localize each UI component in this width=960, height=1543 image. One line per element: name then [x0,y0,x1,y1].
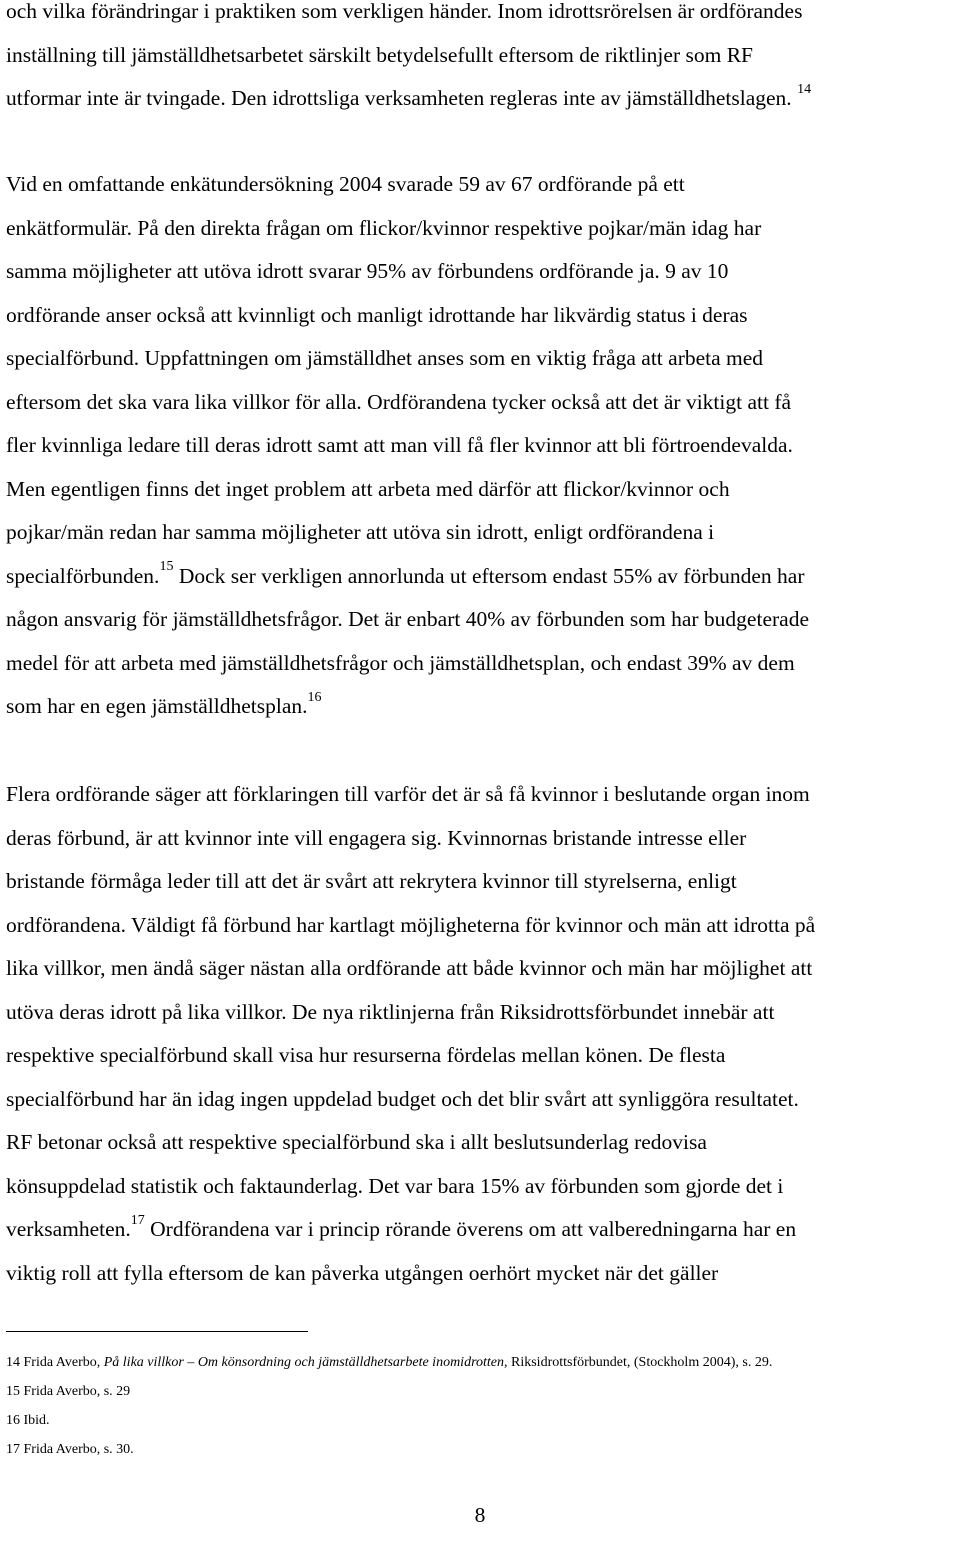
text-line: respektive specialförbund skall visa hur resurserna fördelas mellan könen. De flesta [6,1043,726,1067]
text-line [6,1208,815,1252]
text-line: specialförbund har än idag ingen uppdelad budget och det blir svårt att synliggöra resultatet. [6,1086,799,1111]
text-line: utöva deras idrott på lika villkor. De nya riktlinjerna från Riksidrottsförbundet innebär att [6,999,775,1024]
text-line: fler kvinnliga ledare till deras idrott samt att man vill få fler kvinnor att bli förtroendevalda. [6,433,793,457]
text-line: Vid en omfattande enkätundersökning 2004 svarade 59 av 67 ordförande på ett [6,172,685,196]
text-line: samma möjligheter att utöva idrott svarar 95% av förbundens ordförande ja. 9 av 10 [6,259,729,283]
footnote-text: , Riksidrottsförbundet, (Stockholm 2004), s. 29. [504,1355,773,1370]
text-line: viktig roll att fylla eftersom de kan påverka utgången oerhört mycket när det gäller [6,1260,719,1285]
text-line: någon ansvarig för jämställdhetsfrågor. Det är enbart 40% av förbunden som har budgeterade [6,607,809,631]
text-line: inställning till jämställdhetsarbetet särskilt betydelsefullt eftersom de riktlinjer som RF [6,42,753,67]
paragraph-1 [6,0,811,121]
text-line: enkätformulär. På den direkta frågan om flickor/kvinnor respektive pojkar/män idag har [6,215,762,240]
text-line: och vilka förändringar i praktiken som verkligen händer. Inom idrottsrörelsen är ordförandes [6,0,803,23]
text-line: könsuppdelad statistik och faktaunderlag. Det var bara 15% av förbunden som gjorde det i [6,1173,784,1198]
footnote-17: 17 Frida Averbo, s. 30. [6,1442,134,1457]
page-number: 8 [474,1503,486,1527]
text-line: ordförandena. Väldigt få förbund har kartlagt möjligheterna för kvinnor och män att idrotta på [6,912,816,937]
text-segment: Ordförandena var i princip rörande överens om att valberedningarna har en [150,1217,797,1241]
text-line: pojkar/män redan har samma möjligheter att utöva sin idrott, enligt ordförandena i [6,520,715,544]
text-line: bristande förmåga leder till att det är svårt att rekrytera kvinnor till styrelserna, enligt [6,869,737,893]
footnote-text: 14 Frida Averbo, [6,1355,104,1370]
text-line: RF betonar också att respektive specialförbund ska i allt beslutsunderlag redovisa [6,1130,707,1154]
footnote-15: 15 Frida Averbo, s. 29 [6,1384,131,1399]
footnote-ref-14[interactable]: 14 [797,81,812,97]
text-line: eftersom det ska vara lika villkor för alla. Ordförandena tycker också att det är viktigt att få [6,389,792,414]
text-line [6,685,809,729]
text-segment: specialförbunden. [6,563,160,588]
text-segment: som har en egen jämställdhetsplan. [6,694,308,718]
text-segment: Dock ser verkligen annorlunda ut eftersom endast 55% av förbunden har [178,563,805,588]
text-line: medel för att arbeta med jämställdhetsfrågor och jämställdhetsplan, och endast 39% av dem [6,650,795,675]
footnote-16: 16 Ibid. [6,1413,50,1428]
paragraph-2 [6,163,809,729]
text-line [6,77,811,121]
footnote-title: På lika villkor – Om könsordning och jämställdhetsarbete inomidrotten [103,1355,504,1370]
paragraph-3 [6,773,815,1295]
text-line: ordförande anser också att kvinnligt och manligt idrottande har likvärdig status i deras [6,302,748,327]
text-line: specialförbund. Uppfattningen om jämställdhet anses som en viktig fråga att arbeta med [6,346,764,370]
text-line: Flera ordförande säger att förklaringen till varför det är så få kvinnor i beslutande organ inom [6,782,810,806]
text-line: lika villkor, men ändå säger nästan alla ordförande att både kvinnor och män har möjlighet att [6,956,813,980]
text-line: Men egentligen finns det inget problem att arbeta med därför att flickor/kvinnor och [6,476,730,501]
footnote-ref-15[interactable]: 15 [159,559,174,575]
footnote-ref-17[interactable]: 17 [130,1212,145,1228]
footnotes [6,1348,772,1464]
text-segment: verksamheten. [6,1217,131,1241]
footnote-14 [6,1348,772,1377]
text-line [6,555,809,599]
text-segment: utformar inte är tvingade. Den idrottsliga verksamheten regleras inte av jämställdhetslagen. [6,86,792,110]
footnote-ref-16[interactable]: 16 [307,689,322,705]
footnote-separator [6,1331,308,1332]
text-line: deras förbund, är att kvinnor inte vill engagera sig. Kvinnornas bristande intresse eller [6,825,747,850]
